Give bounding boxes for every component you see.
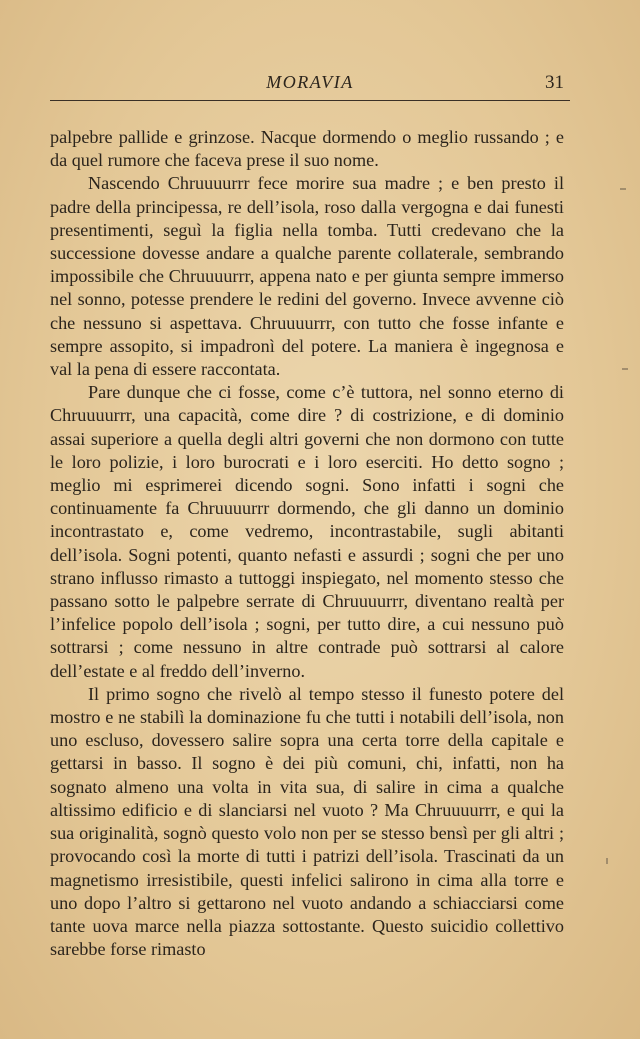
paragraph-continuation: palpebre pallide e grinzose. Nacque dormendo o meglio russando ; e da quel rumore che faceva prese il suo nome. xyxy=(50,127,564,171)
running-title: MORAVIA xyxy=(266,72,354,92)
paragraph: Il primo sogno che rivelò al tempo stesso il funesto potere del mostro e ne stabilì la dominazione fu che tutti i notabili dell’isola, non uno escluso, dovessero salire sopra una certa torre della capitale e gettarsi in basso. Il sogno è dei più comuni, chi, infatti, non ha sognato almeno una volta in vita sua, di salire in cima a qualche altissimo edificio e di slanciarsi nel vuoto ? Ma Chruuuurrr, e qui la sua originalità, sognò questo volo non per se stesso bensì per gli altri ; provocando così la morte di tutti i patrizi dell’isola. Trascinati da un magnetismo irresistibile, questi infelici salirono in cima alla torre e uno dopo l’altro si gettarono nel vuoto andando a schiacciarsi come tante uova marce nella piazza sottostante. Questo suicidio collettivo sarebbe forse rimasto xyxy=(50,683,564,960)
page-number: 31 xyxy=(545,72,564,93)
paragraph: Nascendo Chruuuurrr fece morire sua madre ; e ben presto il padre della principessa, re dell’isola, roso dalla vergogna e dai funesti presentimenti, seguì la figlia nella tomba. Tutti credevano che la successione dovesse andare a qualche parente collaterale, sembrando impossibile che Chruuuurrr, appena nato e per giunta sempre immerso nel sonno, potesse prendere le redini del governo. Invece avvenne ciò che nessuno si aspettava. Chruuuurrr, con tutto che fosse infante e sempre assopito, si impadronì del potere. La maniera è ingegnosa e val la pena di essere raccontata. xyxy=(50,173,564,380)
running-head xyxy=(50,68,570,101)
margin-mark xyxy=(622,368,628,370)
margin-mark xyxy=(606,858,608,864)
body-text xyxy=(50,126,564,961)
margin-mark xyxy=(620,188,626,190)
paragraph: Pare dunque che ci fosse, come c’è tuttora, nel sonno eterno di Chruuuurrr, una capacità, come dire ? di costrizione, e di dominio assai superiore a quella degli altri governi che non dormono con tutte le loro polizie, i loro burocrati e i loro eserciti. Ho detto sogno ; meglio mi esprimerei dicendo sogni. Sono infatti i sogni che continuamente fa Chruuuurrr dormendo, che gli danno un dominio incontrastato e, come vedremo, incontrastabile, sugli abitanti dell’isola. Sogni potenti, quanto nefasti e assurdi ; sogni che per uno strano influsso rimasto a tuttoggi inspiegato, nel momento stesso che passano sotto le palpebre serrate di Chruuuurrr, diventano realtà per l’infelice popolo dell’isola ; sogni, per tutto dire, a cui nessuno può sottrarsi ; come nessuno in altre contrade può sottrarsi al calore dell’estate e al freddo dell’inverno. xyxy=(50,382,564,681)
